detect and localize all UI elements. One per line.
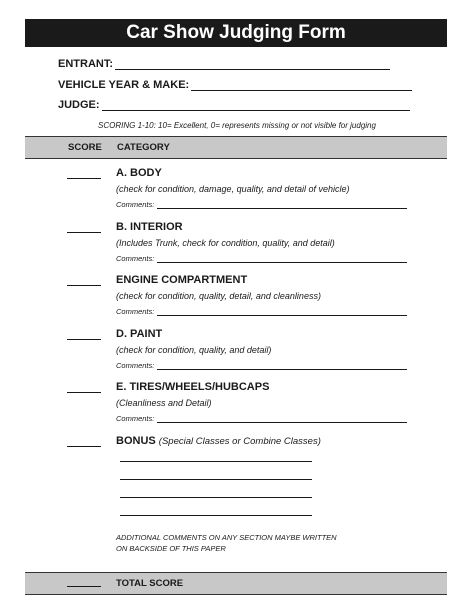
section-description: (check for condition, quality, detail, and cleanliness) bbox=[116, 291, 321, 301]
score-line[interactable] bbox=[67, 285, 101, 286]
comments-field[interactable] bbox=[116, 307, 407, 316]
section-title: ENGINE COMPARTMENT bbox=[116, 274, 248, 286]
vehicle-label: VEHICLE YEAR & MAKE: bbox=[58, 79, 190, 91]
comments-line[interactable] bbox=[157, 362, 407, 370]
vehicle-field[interactable] bbox=[58, 79, 412, 91]
section-title bbox=[116, 435, 321, 447]
total-score-bar bbox=[25, 572, 447, 595]
vehicle-line[interactable] bbox=[191, 80, 412, 91]
section-title: B. INTERIOR bbox=[116, 221, 183, 233]
comments-line[interactable] bbox=[157, 255, 407, 263]
comments-label: Comments: bbox=[116, 361, 155, 370]
score-line[interactable] bbox=[67, 392, 101, 393]
section-description: (check for condition, damage, quality, and detail of vehicle) bbox=[116, 184, 350, 194]
comments-line[interactable] bbox=[157, 308, 407, 316]
additional-note: ADDITIONAL COMMENTS ON ANY SECTION MAYBE WRITTEN ON BACKSIDE OF THIS PAPER bbox=[116, 533, 337, 553]
table-header bbox=[25, 136, 447, 159]
bonus-line[interactable] bbox=[120, 515, 312, 516]
bonus-line[interactable] bbox=[120, 461, 312, 462]
total-score-label: TOTAL SCORE bbox=[116, 578, 184, 589]
score-line[interactable] bbox=[67, 446, 101, 447]
score-line[interactable] bbox=[67, 339, 101, 340]
judge-label: JUDGE: bbox=[58, 99, 100, 111]
section-description: (Includes Trunk, check for condition, quality, and detail) bbox=[116, 238, 335, 248]
comments-label: Comments: bbox=[116, 307, 155, 316]
comments-field[interactable] bbox=[116, 361, 407, 370]
bonus-line[interactable] bbox=[120, 497, 312, 498]
comments-label: Comments: bbox=[116, 254, 155, 263]
section-title: E. TIRES/WHEELS/HUBCAPS bbox=[116, 381, 270, 393]
score-line[interactable] bbox=[67, 232, 101, 233]
section-description: (check for condition, quality, and detail) bbox=[116, 345, 272, 355]
comments-field[interactable] bbox=[116, 254, 407, 263]
entrant-line[interactable] bbox=[115, 59, 390, 70]
comments-label: Comments: bbox=[116, 200, 155, 209]
form-title: Car Show Judging Form bbox=[25, 19, 447, 47]
section-description: (Cleanliness and Detail) bbox=[116, 398, 212, 408]
comments-line[interactable] bbox=[157, 415, 407, 423]
comments-field[interactable] bbox=[116, 200, 407, 209]
entrant-field[interactable] bbox=[58, 58, 390, 70]
total-score-line[interactable] bbox=[67, 586, 101, 587]
category-header: CATEGORY bbox=[117, 142, 170, 153]
score-line[interactable] bbox=[67, 178, 101, 179]
bonus-title: BONUS bbox=[116, 435, 156, 447]
score-header: SCORE bbox=[68, 142, 102, 153]
bonus-line[interactable] bbox=[120, 479, 312, 480]
bonus-subtitle: (Special Classes or Combine Classes) bbox=[158, 436, 321, 447]
judge-field[interactable] bbox=[58, 99, 410, 111]
scoring-note: SCORING 1-10: 10= Excellent, 0= represents missing or not visible for judging bbox=[98, 121, 376, 130]
section-title: D. PAINT bbox=[116, 328, 163, 340]
judge-line[interactable] bbox=[102, 100, 410, 111]
comments-field[interactable] bbox=[116, 414, 407, 423]
comments-label: Comments: bbox=[116, 414, 155, 423]
comments-line[interactable] bbox=[157, 201, 407, 209]
entrant-label: ENTRANT: bbox=[58, 58, 113, 70]
section-title: A. BODY bbox=[116, 167, 162, 179]
